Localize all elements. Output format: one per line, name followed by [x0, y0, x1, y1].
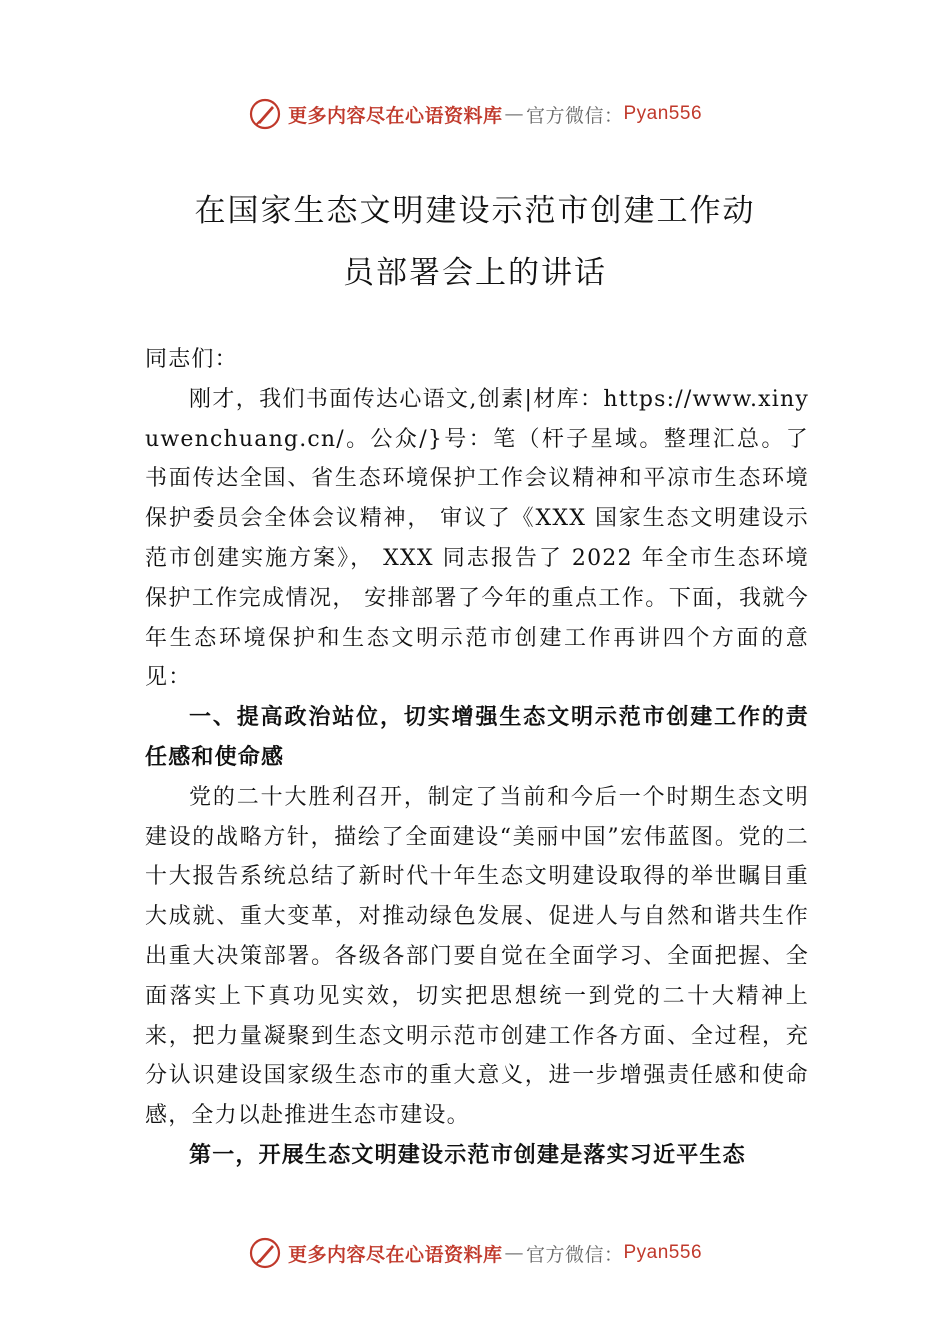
watermark-brand: 更多内容尽在心语资料库: [287, 1243, 503, 1266]
document-title: [100, 180, 850, 304]
quill-logo-icon: [248, 1236, 282, 1270]
watermark-dash: —: [504, 103, 524, 125]
watermark-wechat-id: Pyan556: [623, 1242, 703, 1263]
watermark-banner-bottom: [0, 1233, 950, 1273]
salutation: 同志们：: [145, 347, 238, 372]
watermark-wechat-id: Pyan556: [623, 103, 703, 124]
paragraph-section-1: 党的二十大胜利召开，制定了当前和今后一个时期生态文明建设的战略方针，描绘了全面建设“美丽中国”宏伟蓝图。党的二十大报告系统总结了新时代十年生态文明建设取得的举世瞩目重大成就、重大变革，对推动绿色发展、促进人与自然和谐共生作出重大决策部署。各级各部门要自觉在全面学习、全面把握、全面落实上下真功见实效，切实把思想统一到党的二十大精神上来，把力量凝聚到生态文明示范市创建工作各方面、全过程，充分认识建设国家级生态市的重大意义，进一步增强责任感和使命感，全力以赴推进生态市建设。: [145, 784, 809, 1129]
watermark-banner-top: [0, 94, 950, 134]
quill-logo-icon: [248, 97, 282, 131]
section-heading-1: 一、提高政治站位，切实增强生态文明示范市创建工作的责任感和使命感: [145, 705, 809, 770]
document-body: [145, 340, 809, 1176]
paragraph-intro: 刚才，我们书面传达心语文,创素|材库：https://www.xinyuwenchuang.cn/。公众/}号：笔（杆子星域。整理汇总。了书面传达全国、省生态环境保护工作会议精神和平凉市生态环境保护委员会全体会议精神， 审议了《XXX 国家生态文明建设示范市创建实施方案》， XXX 同志报告了 2022 年全市生态环境保护工作完成情况， 安排部署了今年的重点工作。下面，我就今年生态环境保护和生态文明示范市创建工作再讲四个方面的意见：: [145, 386, 809, 691]
title-line-2: 员部署会上的讲话: [343, 255, 607, 291]
watermark-wechat-label: 官方微信：: [525, 104, 624, 127]
watermark-wechat-label: 官方微信：: [525, 1243, 624, 1266]
watermark-dash: —: [504, 1242, 524, 1264]
subsection-heading-1: 第一，开展生态文明建设示范市创建是落实习近平生态: [189, 1142, 746, 1168]
watermark-brand: 更多内容尽在心语资料库: [287, 104, 503, 127]
title-line-1: 在国家生态文明建设示范市创建工作动: [194, 193, 756, 229]
